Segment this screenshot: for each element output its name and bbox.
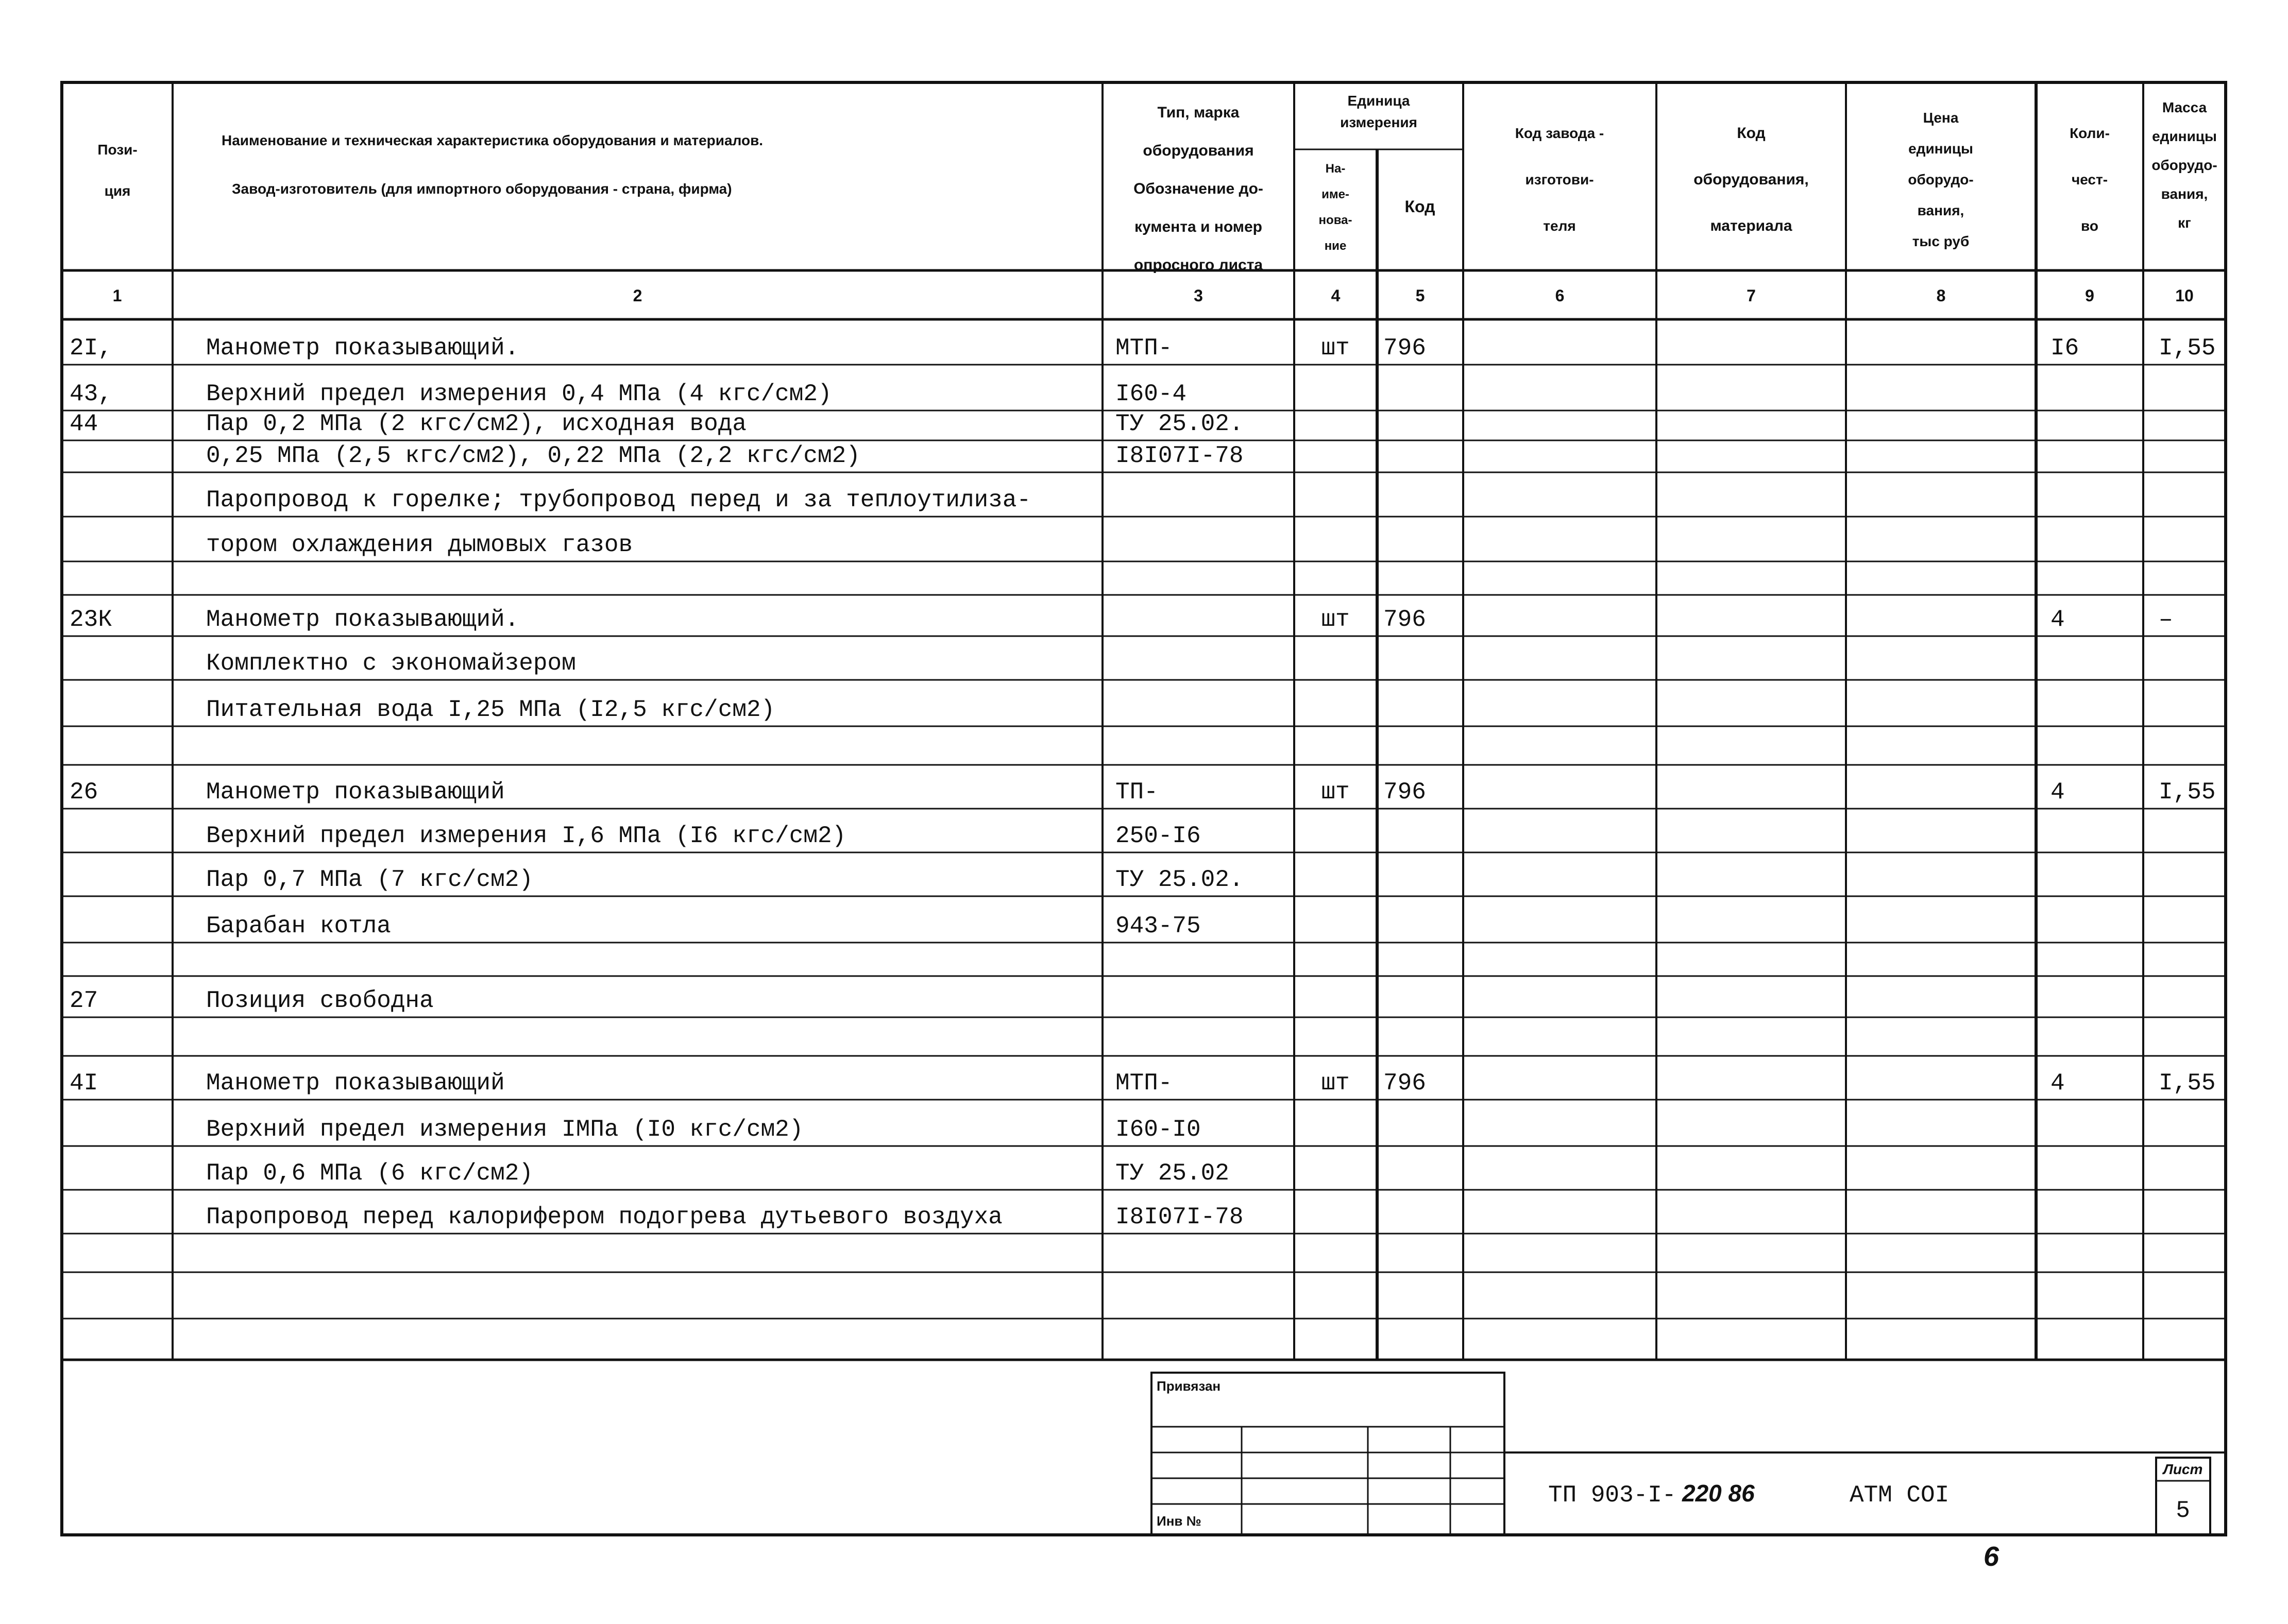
unit-cell: шт [1321, 335, 1350, 362]
type-cell: ТУ 25.02. [1115, 411, 1244, 437]
unit-cell: шт [1321, 606, 1350, 633]
header-label: Наименование и техническая характеристика оборудования и материалов. [222, 132, 764, 148]
header-label: ние [1324, 239, 1347, 253]
table-row [206, 866, 1243, 893]
mass-cell: I,55 [2159, 1070, 2216, 1097]
table-row [206, 823, 1201, 849]
type-cell: ТП- [1115, 779, 1158, 806]
name-cell: 0,25 МПа (2,5 кгс/см2), 0,22 МПа (2,2 кгс/см2) [206, 442, 860, 469]
header-label: Код [1404, 197, 1435, 216]
name-cell: Манометр показывающий. [206, 335, 519, 362]
header-label: единицы [2152, 128, 2217, 144]
header-label: материала [1710, 217, 1792, 234]
column-number: 5 [1415, 286, 1425, 305]
header-label: име- [1321, 187, 1349, 201]
column-numbers [113, 286, 2194, 305]
code-cell: 796 [1383, 335, 1426, 362]
name-cell: Манометр показывающий. [206, 606, 519, 633]
sheet-label: Лист [2163, 1461, 2203, 1477]
header-label: чест- [2071, 172, 2108, 187]
type-cell: I8I07I-78 [1115, 1204, 1244, 1230]
table-row [206, 487, 1031, 514]
unit-cell: шт [1321, 1070, 1350, 1097]
header-label: вания, [1917, 202, 1964, 218]
mass-cell: I,55 [2159, 779, 2216, 806]
header-label: во [2081, 218, 2098, 234]
sheet-number: 5 [2176, 1497, 2190, 1524]
position-cell: 43, [70, 381, 112, 407]
position-cell: 2I, [70, 335, 112, 362]
type-cell: I60-4 [1115, 381, 1187, 407]
mass-cell: I,55 [2159, 335, 2216, 362]
quantity-cell: 4 [2050, 606, 2065, 633]
privyazan-label: Привязан [1157, 1378, 1221, 1394]
header-label: оборудования [1143, 142, 1254, 159]
table-row [70, 987, 434, 1014]
type-cell: ТУ 25.02. [1115, 866, 1244, 893]
header-label: вания, [2161, 186, 2208, 202]
header-label: Код завода - [1515, 125, 1604, 141]
position-cell: 27 [70, 987, 98, 1014]
quantity-cell: I6 [2050, 335, 2079, 362]
column-number: 6 [1555, 286, 1565, 305]
name-cell: Манометр показывающий [206, 1070, 505, 1097]
type-cell: I8I07I-78 [1115, 442, 1244, 469]
name-cell: Барабан котла [206, 913, 391, 939]
table-row [206, 442, 1243, 469]
quantity-cell: 4 [2050, 779, 2065, 806]
type-cell: МТП- [1115, 335, 1173, 362]
header-label: единицы [1908, 141, 1973, 157]
name-cell: Позиция свободна [206, 987, 434, 1014]
name-cell: тором охлаждения дымовых газов [206, 532, 633, 558]
table-row [206, 1116, 1201, 1143]
type-cell: МТП- [1115, 1070, 1173, 1097]
header-label: кумента и номер [1134, 218, 1263, 235]
doc-prefix: ТП 903-I- [1548, 1482, 1676, 1509]
type-cell: 250-I6 [1115, 823, 1201, 849]
column-number: 9 [2085, 286, 2094, 305]
table-row [206, 532, 633, 558]
name-cell: Паропровод к горелке; трубопровод перед и за теплоутилиза- [206, 487, 1031, 514]
header-label: нова- [1318, 213, 1352, 227]
position-cell: 23К [70, 606, 112, 633]
title-block [1151, 1373, 2226, 1535]
name-cell: Манометр показывающий [206, 779, 505, 806]
column-number: 4 [1331, 286, 1341, 305]
unit-cell: шт [1321, 779, 1350, 806]
name-cell: Питательная вода I,25 МПа (I2,5 кгс/см2) [206, 696, 775, 723]
page-mark: 6 [1984, 1541, 1999, 1572]
column-number: 1 [112, 286, 122, 305]
privyazan-box [1151, 1373, 1504, 1535]
name-cell: Пар 0,2 МПа (2 кгс/см2), исходная вода [206, 411, 747, 437]
name-cell: Верхний предел измерения IМПа (I0 кгс/см2) [206, 1116, 804, 1143]
header-label: На- [1325, 162, 1346, 176]
header-label: Тип, марка [1157, 104, 1240, 121]
header-label: Обозначение до- [1133, 180, 1263, 197]
header-label: тыс руб [1912, 233, 1970, 249]
table-row [206, 913, 1201, 939]
header-label: Цена [1923, 110, 1959, 126]
name-cell: Верхний предел измерения 0,4 МПа (4 кгс/см2) [206, 381, 832, 407]
table-header [97, 93, 2217, 273]
column-number: 7 [1747, 286, 1756, 305]
table-row [206, 1204, 1243, 1230]
name-cell: Пар 0,6 МПа (6 кгс/см2) [206, 1160, 533, 1187]
table-row [70, 411, 1243, 437]
quantity-cell: 4 [2050, 1070, 2065, 1097]
header-label: кг [2178, 215, 2191, 231]
inv-label: Инв № [1157, 1513, 1201, 1529]
header-label: оборудо- [1908, 172, 1974, 187]
code-cell: 796 [1383, 779, 1426, 806]
header-label: оборудо- [2151, 157, 2217, 173]
table-row [70, 779, 2215, 806]
type-cell: ТУ 25.02 [1115, 1160, 1229, 1187]
column-number: 8 [1936, 286, 1946, 305]
type-cell: I60-I0 [1115, 1116, 1201, 1143]
name-cell: Пар 0,7 МПа (7 кгс/см2) [206, 866, 533, 893]
type-cell: 943-75 [1115, 913, 1201, 939]
position-cell: 26 [70, 779, 98, 806]
code-cell: 796 [1383, 606, 1426, 633]
header-label: Коли- [2070, 125, 2110, 141]
header-label: Масса [2162, 99, 2207, 115]
table-row [70, 381, 1187, 407]
header-label: изготови- [1525, 172, 1594, 187]
column-number: 2 [633, 286, 642, 305]
header-label: опросного листа [1133, 257, 1263, 273]
position-cell: 4I [70, 1070, 98, 1097]
table-row [206, 650, 576, 677]
header-label: Завод-изготовитель (для импортного оборудования - страна, фирма) [232, 181, 732, 197]
table-row [206, 1160, 1229, 1187]
mass-cell: – [2159, 606, 2173, 633]
header-label: Пози- [97, 142, 138, 158]
column-number: 3 [1194, 286, 1203, 305]
name-cell: Верхний предел измерения I,6 МПа (I6 кгс/см2) [206, 823, 846, 849]
table-body [70, 335, 2215, 1230]
table-row [70, 1070, 2215, 1097]
column-number: 10 [2175, 286, 2194, 305]
header-label: ция [104, 183, 131, 199]
header-label: измерения [1340, 114, 1417, 130]
name-cell: Паропровод перед калорифером подогрева дутьевого воздуха [206, 1204, 1003, 1230]
header-label: Единица [1347, 93, 1410, 109]
name-cell: Комплектно с экономайзером [206, 650, 576, 677]
position-cell: 44 [70, 411, 98, 437]
table-row [70, 606, 2173, 633]
doc-code: АТМ COI [1850, 1482, 1950, 1509]
doc-number: 220 86 [1682, 1480, 1755, 1507]
code-cell: 796 [1383, 1070, 1426, 1097]
header-label: Код [1737, 125, 1766, 142]
header-label: оборудования, [1693, 171, 1809, 188]
table-row [206, 696, 775, 723]
header-label: теля [1543, 218, 1576, 234]
table-row [70, 335, 2215, 362]
